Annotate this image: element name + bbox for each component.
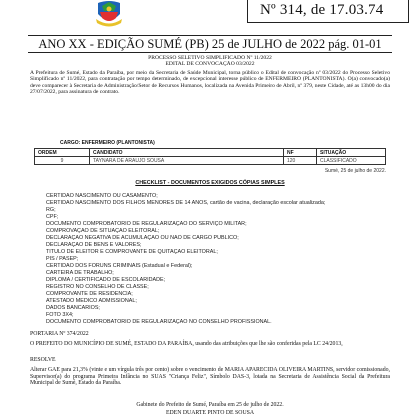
list-item: 19. DOCUMENTO COMPROBATÓRIO DE REGULARIZAÇÃO NO CONSELHO PROFISSIONAL. (46, 319, 386, 326)
list-item: 3. RG; (46, 207, 386, 214)
documents-checklist (34, 180, 386, 326)
checklist-title: CHECKLIST - DOCUMENTOS EXIGIDOS CÓPIAS SIMPLES (135, 180, 285, 186)
table-title: CARGO: ENFERMEIRO (PLANTONISTA) (60, 140, 155, 146)
list-item: 16. ATESTADO MÉDICO ADMISSIONAL; (46, 298, 386, 305)
col-header-status: SITUAÇÃO (317, 149, 386, 157)
list-item: 2. CERTIDÃO NASCIMENTO DOS FILHOS MENORES DE 14 ANOS, cartão de vacina, declaração escolar atualizada; (46, 200, 386, 207)
list-item: 11. CERTIDÃO DOS FÓRUNS CRIMINAIS (Estadual e Federal); (46, 263, 386, 270)
list-item: 18. FOTO 3X4; (46, 312, 386, 319)
list-item: 6. COMPROVAÇÃO DE SITUAÇÃO ELEITORAL; (46, 228, 386, 235)
portaria-body: Alterar GAE para 21,3% (vinte e um vírgula três por cento) sobre o vencimento de MARIA APARECIDA OLIVEIRA MARTINS, servidor comissionado, Supervisor(a) do programa Primeira Infância no SUAS "Criança Feliz", Símbolo DAS-3, lotada na Secretaria de Assistência Social da Prefeitura Municipal de Sumé, Estado da Paraíba. (30, 367, 390, 386)
process-title: PROCESSO SELETIVO SIMPLIFICADO Nº 11/2022 (148, 55, 272, 61)
cell-candidate: TAYNARA DE ARAUJO SOUSA (90, 157, 284, 165)
list-item: 15. COMPROVANTE DE RESIDÊNCIA; (46, 291, 386, 298)
list-item: 8. DECLARAÇÃO DE BENS E VALORES; (46, 242, 386, 249)
col-header-order: ORDEM (35, 149, 90, 157)
portaria-signature: EDEN DUARTE PINTO DE SOUSA (165, 410, 255, 416)
list-item: 1. CERTIDÃO NASCIMENTO OU CASAMENTO; (46, 193, 386, 200)
table-date: Sumé, 25 de julho de 2022. (324, 168, 386, 174)
portaria-closing: Gabinete do Prefeito de Sumé, Paraíba em 25 de julho de 2022. (136, 402, 284, 408)
cell-status: CLASSIFICADO (317, 157, 386, 165)
list-item: 9. TÍTULO DE ELEITOR E COMPROVANTE DE QUITAÇÃO ELEITORAL; (46, 249, 386, 256)
page-header (0, 0, 420, 36)
municipal-coat-of-arms-logo (94, 0, 124, 28)
cell-order: 9 (35, 157, 90, 165)
portaria-title: PORTARIA Nº 374/2022 (30, 331, 89, 337)
law-reference: Nº 314, de 17.03.74 (260, 2, 384, 18)
header-rule-top (28, 35, 392, 36)
cell-nf: 120 (284, 157, 317, 165)
list-item: 5. DOCUMENTO COMPROBATÓRIO DE REGULARIZAÇÃO DO SERVIÇO MILITAR; (46, 221, 386, 228)
candidate-table (34, 148, 386, 165)
list-item: 14. REGISTRO NO CONSELHO DE CLASSE; (46, 284, 386, 291)
edition-line: ANO XX - EDIÇÃO SUMÉ (PB) 25 de JULHO de 2022 pág. 01-01 (38, 37, 382, 51)
list-item: 4. CPF; (46, 214, 386, 221)
notice-body: A Prefeitura de Sumé, Estado da Paraíba, por meio da Secretaria de Saúde Municipal, torna público o Edital de convocação nº 03/2022 do Processo Seletivo Simplificado nº 11/2022, para contratação por tempo determinado, de excepcional interesse público de ENFERMEIRO (PLANTONISTA). O(a) convocado(a) deve comparecer à Secretaria de Administração/Setor de Recursos Humanos, localizada na Avenida Primeiro de Abril, nº 379, neste Cidade, até as 13h00 do dia 27/07/2022, para assinatura de contrato. (30, 70, 390, 95)
portaria-intro: O PREFEITO DO MUNICÍPIO DE SUMÉ, ESTADO DA PARAÍBA, usando das atribuições que lhe são conferidas pela LC 24/2013, (30, 341, 343, 347)
header-rule-bottom (28, 52, 392, 53)
list-item: 12. CARTEIRA DE TRABALHO; (46, 270, 386, 277)
list-item: 13. DIPLOMA / CERTIFICADO DE ESCOLARIDADE; (46, 277, 386, 284)
candidate-table-block (34, 140, 386, 174)
edict-title: EDITAL DE CONVOCAÇÃO 03/2022 (165, 61, 255, 67)
law-reference-box (247, 0, 409, 23)
col-header-candidate: CANDIDATO (90, 149, 284, 157)
portaria-resolve: RESOLVE (30, 357, 56, 363)
col-header-nf: NF (284, 149, 317, 157)
checklist-items (34, 193, 386, 326)
list-item: 7. DECLARAÇÃO NEGATIVA DE ACUMULAÇÃO OU NÃO DE CARGO PÚBLICO; (46, 235, 386, 242)
list-item: 17. DADOS BANCÁRIOS; (46, 305, 386, 312)
table-row (35, 157, 386, 165)
list-item: 10. PIS / PASEP; (46, 256, 386, 263)
